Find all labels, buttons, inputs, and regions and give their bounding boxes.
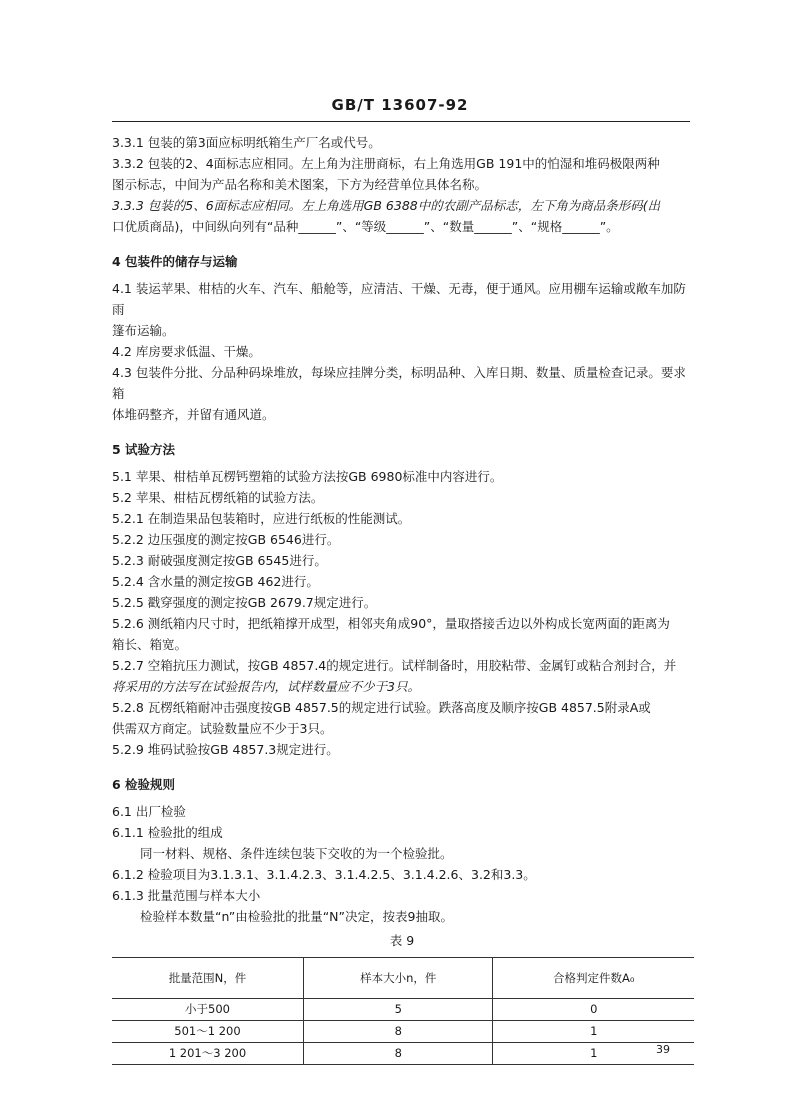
cell-sample-size: 8 — [303, 1043, 493, 1065]
cell-sample-size: 8 — [303, 1021, 493, 1043]
clause-3-3-1: 3.3.1 包装的第3面应标明纸箱生产厂名或代号。 — [112, 135, 381, 150]
clause-6-1-2: 6.1.2 检验项目为3.1.3.1、3.1.4.2.3、3.1.4.2.5、3.1.4.2.6、3.2和3.3。 — [112, 867, 536, 882]
clause-3-3-3-line1: 3.3.3 包装的5、6面标志应相同。左上角选用GB 6388中的农副产品标志，左下角为商品条形码(出 — [112, 198, 661, 213]
cell-acceptance-number: 1 — [493, 1043, 694, 1065]
table-row — [112, 1043, 694, 1065]
section-5-title: 5 试验方法 — [112, 442, 176, 457]
page-number: 39 — [656, 1043, 670, 1056]
clause-5-2: 5.2 苹果、柑桔瓦楞纸箱的试验方法。 — [112, 490, 324, 505]
cell-lot-size: 1 201～3 200 — [112, 1043, 303, 1065]
clause-5-2-5: 5.2.5 戳穿强度的测定按GB 2679.7规定进行。 — [112, 595, 377, 610]
clause-3-3-3-line2: 口优质商品)，中间纵向列有“品种______”、“等级______”、“数量______”、“规格______”。 — [112, 219, 619, 234]
header-acceptance-number: 合格判定件数A₀ — [493, 958, 694, 999]
clause-5-2-6-line2: 箱长、箱宽。 — [112, 637, 188, 652]
clause-6-1-3-body: 检验样本数量“n”由检验批的批量“N”决定，按表9抽取。 — [140, 909, 453, 924]
cell-acceptance-number: 0 — [493, 999, 694, 1021]
table-row — [112, 999, 694, 1021]
sampling-table — [112, 957, 694, 1065]
clause-4-3-line2: 体堆码整齐，并留有通风道。 — [112, 407, 275, 422]
clause-5-2-7-line2: 将采用的方法写在试验报告内，试样数量应不少于3只。 — [112, 679, 420, 694]
table-caption: 表 9 — [389, 933, 415, 948]
clause-6-1-1-body: 同一材料、规格、条件连续包装下交收的为一个检验批。 — [140, 846, 453, 861]
cell-sample-size: 5 — [303, 999, 493, 1021]
clause-6-1: 6.1 出厂检验 — [112, 804, 186, 819]
header-sample-size: 样本大小n，件 — [303, 958, 493, 999]
clause-5-2-3: 5.2.3 耐破强度测定按GB 6545进行。 — [112, 553, 327, 568]
table-header-row — [112, 958, 694, 999]
cell-lot-size: 小于500 — [112, 999, 303, 1021]
clause-6-1-3: 6.1.3 批量范围与样本大小 — [112, 888, 261, 903]
clause-3-3-2-line2: 图示标志，中间为产品名称和美术图案，下方为经营单位具体名称。 — [112, 177, 488, 192]
document-header: GB/T 13607-92 — [331, 96, 469, 114]
clause-5-2-6-line1: 5.2.6 测纸箱内尺寸时，把纸箱撑开成型，相邻夹角成90°，量取搭接舌边以外构成长宽两面的距离为 — [112, 616, 670, 631]
table-row — [112, 1021, 694, 1043]
clause-5-2-1: 5.2.1 在制造果品包装箱时，应进行纸板的性能测试。 — [112, 511, 411, 526]
section-6-title: 6 检验规则 — [112, 777, 176, 792]
clause-5-2-2: 5.2.2 边压强度的测定按GB 6546进行。 — [112, 532, 340, 547]
clause-5-2-8-line1: 5.2.8 瓦楞纸箱耐冲击强度按GB 4857.5的规定进行试验。跌落高度及顺序按GB 4857.5附录A或 — [112, 700, 651, 715]
cell-lot-size: 501～1 200 — [112, 1021, 303, 1043]
header-lot-size: 批量范围N，件 — [112, 958, 303, 999]
clause-5-1: 5.1 苹果、柑桔单瓦楞钙塑箱的试验方法按GB 6980标准中内容进行。 — [112, 469, 503, 484]
clause-4-1-line2: 篷布运输。 — [112, 323, 175, 338]
cell-acceptance-number: 1 — [493, 1021, 694, 1043]
clause-4-3-line1: 4.3 包装件分批、分品种码垛堆放，每垛应挂牌分类，标明品种、入库日期、数量、质量检查记录。要求箱 — [112, 365, 686, 401]
clause-4-2: 4.2 库房要求低温、干燥。 — [112, 344, 261, 359]
clause-5-2-9: 5.2.9 堆码试验按GB 4857.3规定进行。 — [112, 742, 339, 757]
clause-5-2-4: 5.2.4 含水量的测定按GB 462进行。 — [112, 574, 319, 589]
section-4-title: 4 包装件的储存与运输 — [112, 254, 238, 269]
clause-6-1-1: 6.1.1 检验批的组成 — [112, 825, 223, 840]
header-rule — [112, 121, 690, 122]
clause-3-3-2-line1: 3.3.2 包装的2、4面标志应相同。左上角为注册商标，右上角选用GB 191中的怕湿和堆码极限两种 — [112, 156, 660, 171]
clause-5-2-7-line1: 5.2.7 空箱抗压力测试，按GB 4857.4的规定进行。试样制备时，用胶粘带、金属钉或粘合剂封合，并 — [112, 658, 677, 673]
clause-4-1-line1: 4.1 装运苹果、柑桔的火车、汽车、船舱等，应清洁、干燥、无毒，便于通风。应用棚车运输或敞车加防雨 — [112, 281, 686, 317]
document-body — [112, 132, 692, 1065]
clause-5-2-8-line2: 供需双方商定。试验数量应不少于3只。 — [112, 721, 333, 736]
